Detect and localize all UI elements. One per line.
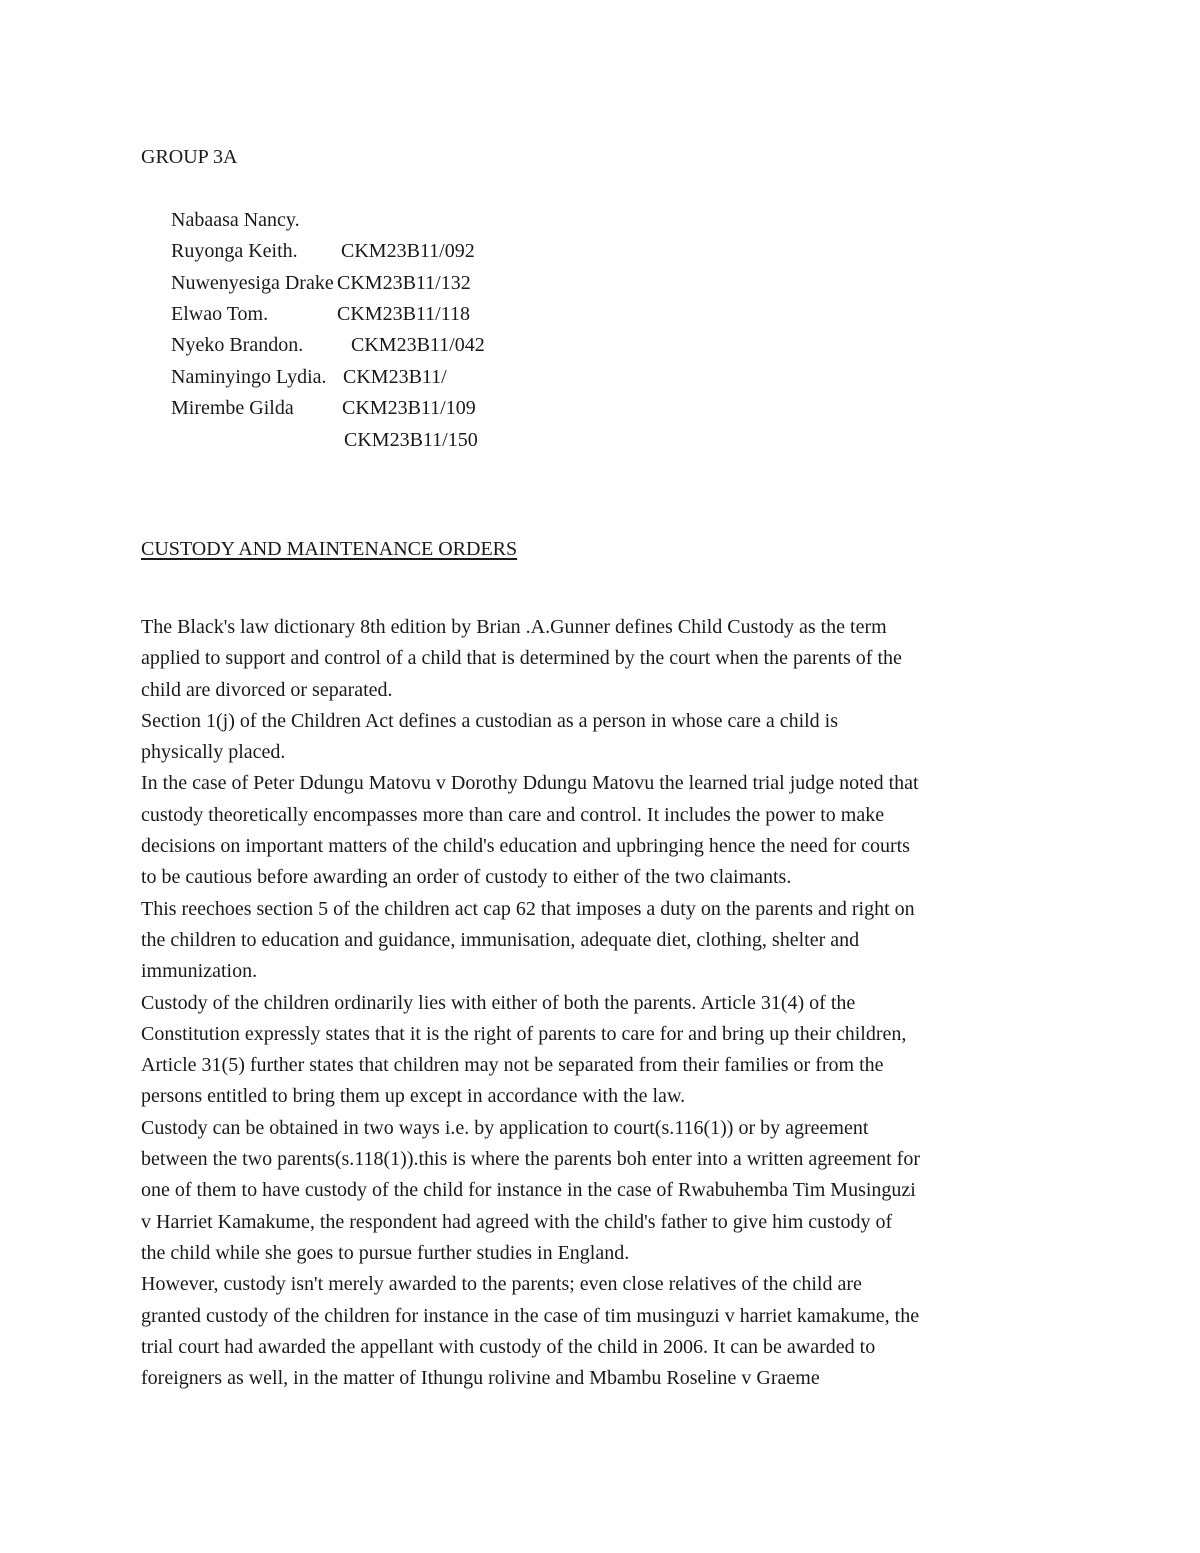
text-line: decisions on important matters of the child's education and upbringing hence the need for courts — [141, 835, 910, 858]
text-line: to be cautious before awarding an order of custody to either of the two claimants. — [141, 866, 792, 889]
document-page — [141, 142, 1081, 1390]
text-line: child are divorced or separated. — [141, 678, 393, 701]
text-line: granted custody of the children for instance in the case of tim musinguzi v harriet kamakume, the — [141, 1304, 920, 1327]
member-name: Mirembe Gilda — [171, 397, 294, 420]
member-reg-number: CKM23B11/092 — [341, 240, 475, 263]
text-line: v Harriet Kamakume, the respondent had agreed with the child's father to give him custody of — [141, 1210, 893, 1233]
text-line: This reechoes section 5 of the children act cap 62 that imposes a duty on the parents and right on — [141, 897, 915, 920]
paragraph — [141, 1269, 1066, 1394]
text-line: Custody of the children ordinarily lies with either of both the parents. Article 31(4) of the — [141, 991, 856, 1014]
text-line: applied to support and control of a child that is determined by the court when the parents of the — [141, 647, 902, 670]
paragraph — [141, 988, 1066, 1113]
member-reg-number: CKM23B11/042 — [351, 334, 485, 357]
text-line: immunization. — [141, 960, 258, 983]
paragraph — [141, 706, 1066, 769]
text-line: Article 31(5) further states that children may not be separated from their families or from the — [141, 1054, 884, 1077]
text-line: Custody can be obtained in two ways i.e. by application to court(s.116(1)) or by agreement — [141, 1116, 869, 1139]
body-text — [141, 612, 1066, 1394]
text-line: foreigners as well, in the matter of Ithungu rolivine and Mbambu Roseline v Graeme — [141, 1367, 820, 1390]
paragraph — [141, 1113, 1066, 1269]
text-line: the child while she goes to pursue further studies in England. — [141, 1241, 630, 1264]
member-reg-number: CKM23B11/ — [343, 365, 447, 388]
group-title: GROUP 3A — [141, 146, 238, 168]
member-reg-number: CKM23B11/132 — [337, 271, 471, 294]
text-line: Constitution expressly states that it is the right of parents to care for and bring up their children, — [141, 1022, 907, 1045]
member-name: Nabaasa Nancy. — [171, 208, 300, 231]
member-reg-number: CKM23B11/109 — [342, 397, 476, 420]
member-list — [141, 173, 1081, 451]
member-reg-number: CKM23B11/118 — [337, 302, 470, 325]
member-name: Nuwenyesiga Drake — [171, 271, 334, 294]
text-line: The Black's law dictionary 8th edition by Brian .A.Gunner defines Child Custody as the term — [141, 616, 887, 638]
text-line: the children to education and guidance, immunisation, adequate diet, clothing, shelter and — [141, 928, 860, 951]
text-line: between the two parents(s.118(1)).this is where the parents boh enter into a written agreement for — [141, 1148, 920, 1171]
member-name: Ruyonga Keith. — [171, 240, 298, 263]
member-name: Naminyingo Lydia. — [171, 365, 327, 388]
text-line: physically placed. — [141, 741, 286, 764]
text-line: In the case of Peter Ddungu Matovu v Dorothy Ddungu Matovu the learned trial judge noted that — [141, 772, 919, 795]
text-line: persons entitled to bring them up except in accordance with the law. — [141, 1085, 686, 1108]
member-name: Nyeko Brandon. — [171, 334, 304, 357]
member-reg-number: CKM23B11/150 — [344, 428, 478, 451]
paragraph — [141, 768, 1066, 893]
section-heading: CUSTODY AND MAINTENANCE ORDERS — [141, 538, 518, 560]
text-line: However, custody isn't merely awarded to the parents; even close relatives of the child are — [141, 1273, 862, 1296]
paragraph — [141, 894, 1066, 988]
text-line: custody theoretically encompasses more than care and control. It includes the power to make — [141, 803, 885, 826]
text-line: one of them to have custody of the child for instance in the case of Rwabuhemba Tim Musinguzi — [141, 1179, 916, 1202]
text-line: Section 1(j) of the Children Act defines a custodian as a person in whose care a child is — [141, 709, 839, 732]
text-line: trial court had awarded the appellant with custody of the child in 2006. It can be awarded to — [141, 1335, 876, 1358]
paragraph — [141, 612, 1066, 706]
member-name: Elwao Tom. — [171, 302, 269, 325]
